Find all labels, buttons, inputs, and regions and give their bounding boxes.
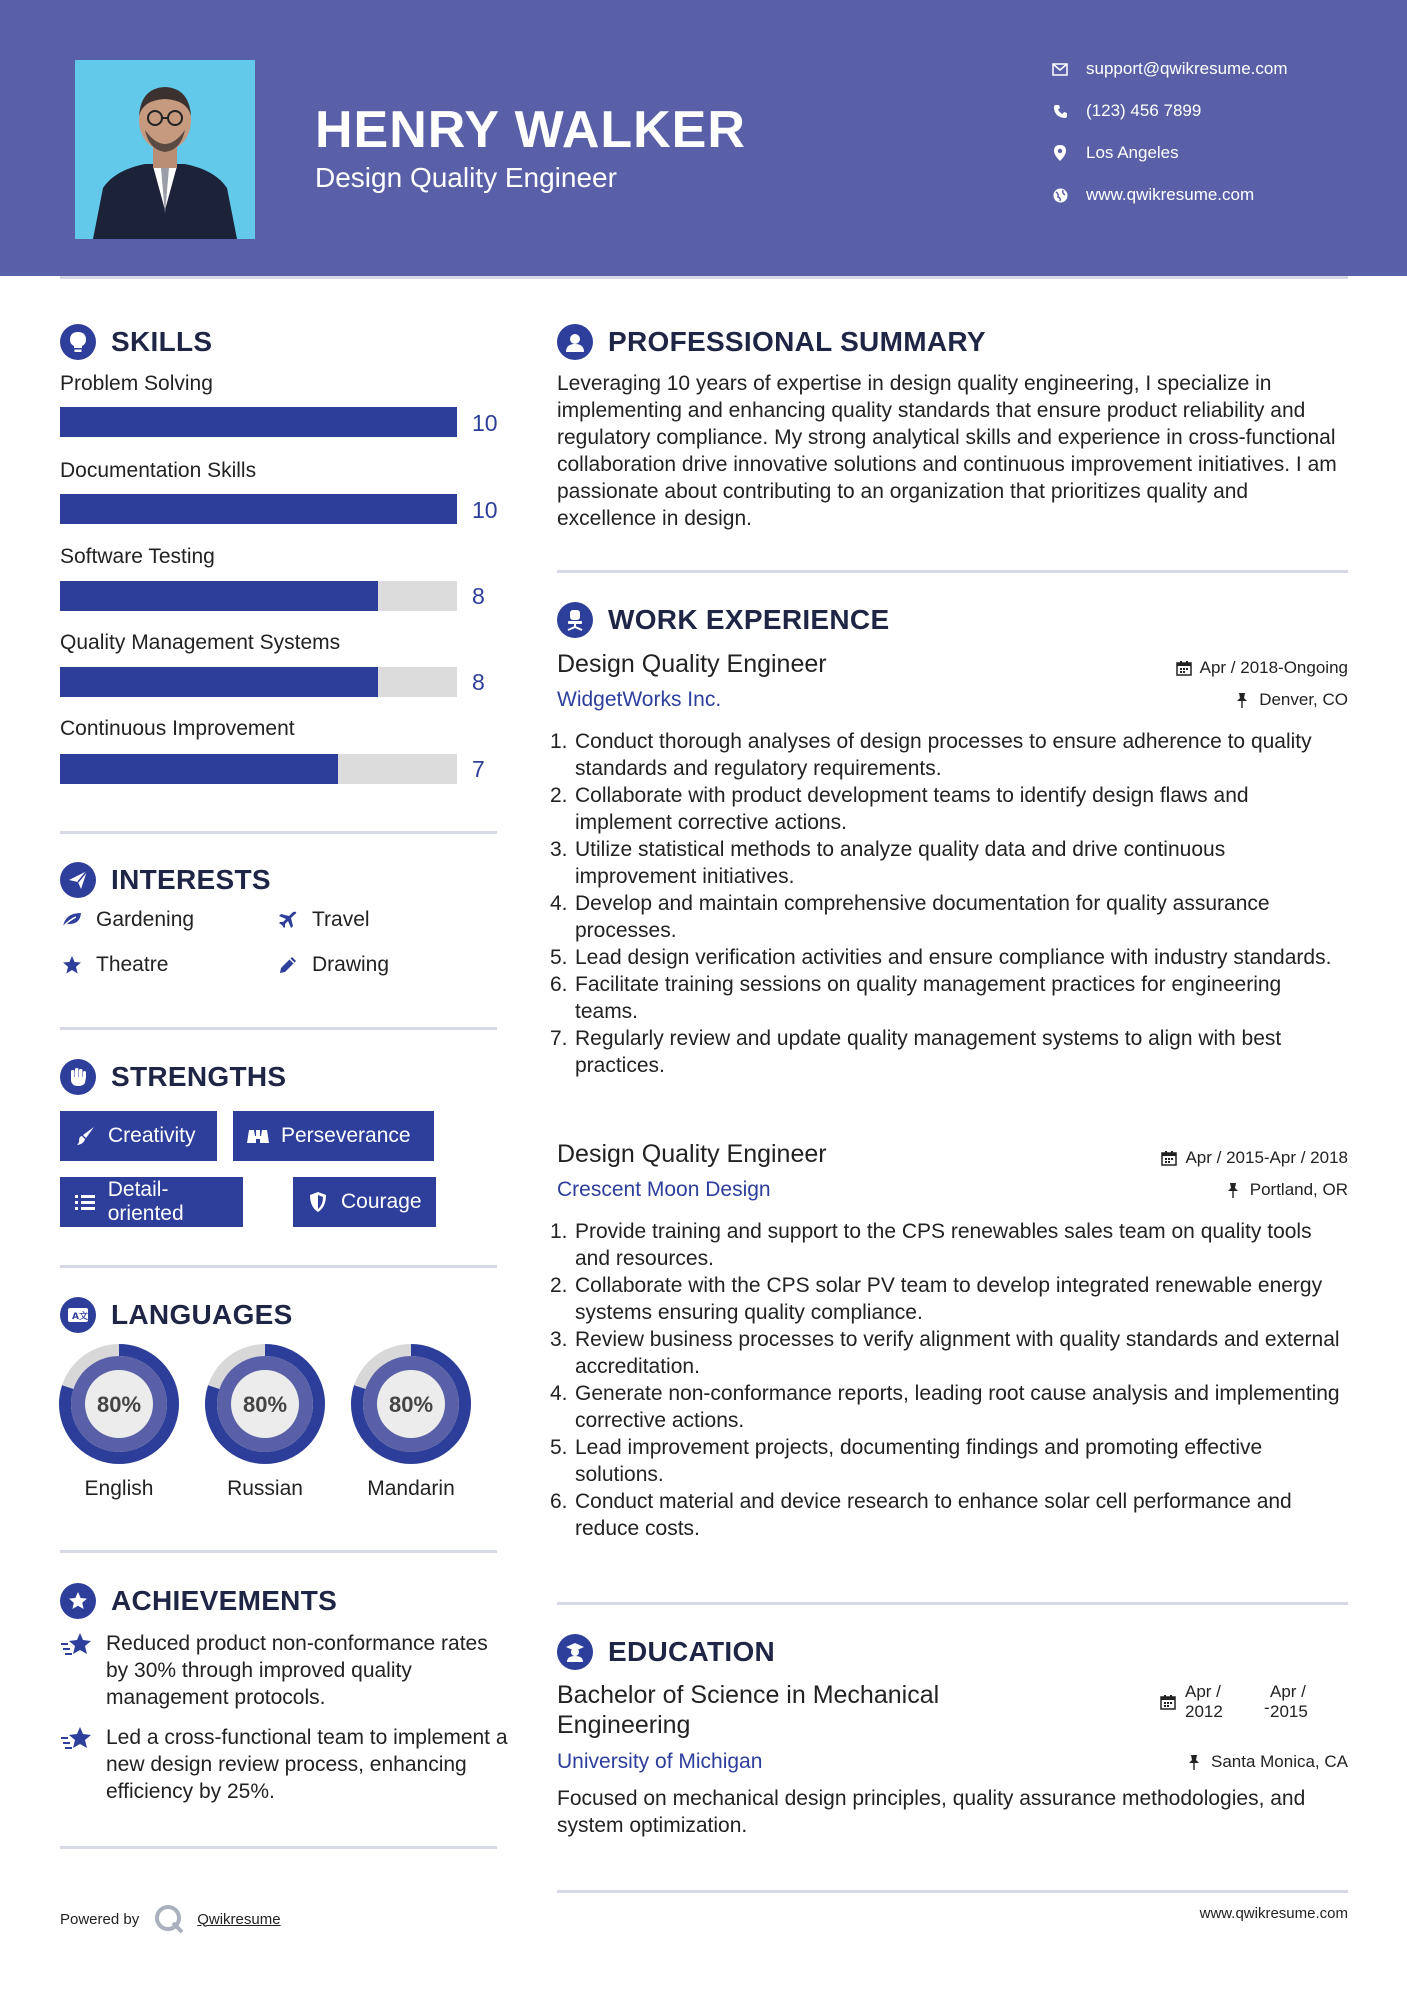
language-percent: 80%: [388, 1392, 434, 1417]
interest-label: Theatre: [96, 953, 169, 976]
strengths-heading: [60, 1059, 286, 1095]
contact-phone-text: (123) 456 7899: [1086, 101, 1202, 120]
responsibility-item: 2. Collaborate with product development teams to identify design flaws and implement corrective actions.: [550, 784, 1249, 834]
language-donut: [204, 1343, 326, 1465]
plane-icon: [276, 908, 300, 932]
section-divider: [60, 1265, 497, 1268]
job-date-text: Apr / 2015-Apr / 2018: [1185, 1148, 1348, 1167]
skill-name: Continuous Improvement: [60, 717, 295, 740]
contact-email[interactable]: [1050, 57, 1288, 81]
education-end-date: Apr / 2015: [1270, 1682, 1308, 1721]
section-divider: [557, 1602, 1348, 1605]
shooting-star-icon: [60, 1724, 96, 1760]
calendar-icon: [1176, 660, 1192, 676]
summary-text: Leveraging 10 years of expertise in design quality engineering, I specialize in implementing and enhancing quality standards that ensure product reliability and regulatory compliance. My strong analytical skills and experience in cross-functional collaboration drive innovative solutions and continuous improvement initiatives. I am passionate about contributing to an organization that prioritizes quality and excellence in design.: [557, 372, 1337, 530]
svg-text:文: 文: [79, 1312, 89, 1322]
interests-title: INTERESTS: [111, 864, 271, 895]
section-divider: [557, 1890, 1348, 1893]
skill-bar: [60, 581, 457, 611]
language-percent: 80%: [242, 1392, 288, 1417]
skill-bar: [60, 407, 457, 437]
responsibility-item: 6. Facilitate training sessions on quality management practices for engineering teams.: [550, 973, 1282, 1023]
job-location: [1226, 1180, 1348, 1200]
education-heading: [557, 1634, 775, 1670]
strength-tag: [60, 1111, 217, 1161]
profile-photo: [75, 60, 255, 239]
strength-label: Courage: [341, 1190, 422, 1213]
responsibility-item: 6. Conduct material and device research to enhance solar cell performance and reduce costs.: [550, 1490, 1292, 1540]
contact-location-text: Los Angeles: [1086, 143, 1179, 162]
contact-email-text: support@qwikresume.com: [1086, 59, 1288, 78]
job-date-text: Apr / 2018-Ongoing: [1199, 658, 1348, 677]
responsibility-item: 3. Review business processes to verify alignment with quality standards and external accreditation.: [550, 1328, 1340, 1378]
skill-bar-fill: [60, 581, 378, 611]
skill-value: 10: [472, 497, 498, 523]
section-divider: [60, 1027, 497, 1030]
responsibility-item: 5. Lead improvement projects, documenting findings and promoting effective solutions.: [550, 1436, 1263, 1486]
education-location: [1187, 1752, 1348, 1772]
responsibility-item: 2. Collaborate with the CPS solar PV team to develop integrated renewable energy systems ensuring quality compliance.: [550, 1274, 1323, 1324]
job-company: WidgetWorks Inc.: [557, 688, 722, 711]
degree-title: Bachelor of Science in Mechanical Engineering: [557, 1681, 940, 1739]
languages-heading: [60, 1297, 293, 1333]
skill-bar-fill: [60, 407, 457, 437]
responsibility-item: 4. Develop and maintain comprehensive documentation for quality assurance processes.: [550, 892, 1270, 942]
job-title: Design Quality Engineer: [557, 1140, 827, 1168]
responsibility-item: 5. Lead design verification activities and ensure compliance with industry standards.: [550, 946, 1332, 969]
qwikresume-link[interactable]: Qwikresume: [197, 1910, 281, 1928]
skill-bar-fill: [60, 667, 378, 697]
interest-item: [60, 908, 194, 932]
globe-icon: [1050, 185, 1070, 205]
envelope-icon: [1050, 59, 1070, 79]
languages-title: LANGUAGES: [111, 1299, 293, 1330]
contact-website-text: www.qwikresume.com: [1086, 185, 1255, 204]
strength-label: Creativity: [108, 1124, 196, 1147]
language-item: [58, 1343, 180, 1501]
qwikresume-logo-icon: [153, 1903, 185, 1935]
strength-tag: [293, 1177, 436, 1227]
calendar-icon: [1160, 1694, 1176, 1715]
skill-name: Software Testing: [60, 545, 215, 568]
achievement-item: [60, 1724, 510, 1805]
section-divider: [60, 1846, 497, 1849]
strengths-title: STRENGTHS: [111, 1061, 287, 1092]
paper-plane-icon: [60, 862, 96, 898]
language-item: [204, 1343, 326, 1501]
footer-powered-by: [60, 1903, 281, 1935]
responsibility-item: 1. Provide training and support to the CPS renewables sales team on quality tools and resources.: [550, 1220, 1312, 1270]
summary-heading: [557, 324, 986, 360]
language-donut: [58, 1343, 180, 1465]
skills-heading: [60, 324, 212, 360]
section-divider: [60, 831, 497, 834]
job-title: Design Quality Engineer: [557, 650, 827, 678]
job-date: [1176, 658, 1348, 678]
list-icon: [72, 1189, 98, 1215]
resume-header: [0, 0, 1407, 276]
interest-item: [276, 908, 370, 932]
education-description: Focused on mechanical design principles, quality assurance methodologies, and system optimization.: [557, 1787, 1306, 1837]
responsibility-item: 1. Conduct thorough analyses of design processes to ensure adherence to quality standards and regulatory requirements.: [550, 730, 1312, 780]
user-icon: [557, 324, 593, 360]
phone-icon: [1050, 101, 1070, 121]
pushpin-icon: [1235, 692, 1251, 708]
powered-by-label: Powered by: [60, 1910, 140, 1928]
star-icon: [60, 953, 84, 977]
candidate-title: Design Quality Engineer: [315, 162, 617, 193]
section-divider: [557, 570, 1348, 573]
brush-icon: [72, 1123, 98, 1149]
job-location: [1235, 690, 1348, 710]
skill-name: Problem Solving: [60, 372, 213, 395]
experience-title: WORK EXPERIENCE: [608, 604, 890, 635]
skills-title: SKILLS: [111, 326, 213, 357]
graduate-icon: [557, 1634, 593, 1670]
pushpin-icon: [1187, 1754, 1203, 1770]
job-location-text: Denver, CO: [1259, 690, 1348, 709]
language-name: Mandarin: [367, 1477, 455, 1500]
map-pin-icon: [1050, 143, 1070, 163]
skill-value: 8: [472, 669, 485, 695]
pushpin-icon: [1226, 1182, 1242, 1198]
strength-label: Detail-oriented: [107, 1178, 184, 1225]
skill-value: 8: [472, 583, 485, 609]
skill-bar: [60, 667, 457, 697]
skill-name: Quality Management Systems: [60, 631, 341, 654]
language-name: Russian: [227, 1477, 303, 1500]
footer-website[interactable]: www.qwikresume.com: [1199, 1905, 1348, 1922]
interest-label: Travel: [312, 908, 370, 931]
header-divider: [60, 276, 1348, 279]
job-responsibilities: [550, 728, 1350, 1079]
interest-label: Drawing: [312, 953, 390, 976]
job-location-text: Portland, OR: [1249, 1180, 1348, 1199]
skill-bar-fill: [60, 754, 338, 784]
education-title: EDUCATION: [608, 1636, 776, 1667]
candidate-name: HENRY WALKER: [315, 101, 746, 159]
language-item: [350, 1343, 472, 1501]
strength-tag: [60, 1177, 243, 1227]
contact-phone[interactable]: [1050, 99, 1201, 123]
svg-text:A: A: [72, 1312, 79, 1322]
language-icon: [60, 1297, 96, 1333]
responsibility-item: 7. Regularly review and update quality management systems to align with best practices.: [550, 1027, 1282, 1077]
skill-name: Documentation Skills: [60, 459, 257, 482]
school-name: University of Michigan: [557, 1750, 763, 1773]
job-responsibilities: [550, 1218, 1350, 1542]
achievements-heading: [60, 1583, 337, 1619]
contact-website[interactable]: [1050, 183, 1254, 207]
strength-tag: [233, 1111, 434, 1161]
interest-label: Gardening: [96, 908, 195, 931]
experience-heading: [557, 602, 889, 638]
skill-bar: [60, 754, 457, 784]
achievement-item: [60, 1630, 510, 1711]
job-date: [1161, 1148, 1348, 1168]
achievements-title: ACHIEVEMENTS: [111, 1585, 338, 1616]
responsibility-item: 3. Utilize statistical methods to analyze quality data and drive continuous improvement initiatives.: [550, 838, 1226, 888]
section-divider: [60, 1550, 497, 1553]
leaf-icon: [60, 908, 84, 932]
language-donut: [350, 1343, 472, 1465]
award-star-icon: [60, 1583, 96, 1619]
skill-value: 10: [472, 410, 498, 436]
achievement-text: Led a cross-functional team to implement a new design review process, enhancing efficiency by 25%.: [106, 1726, 508, 1803]
language-percent: 80%: [96, 1392, 142, 1417]
contact-location: [1050, 141, 1179, 165]
skill-bar-fill: [60, 494, 457, 524]
office-chair-icon: [557, 602, 593, 638]
summary-title: PROFESSIONAL SUMMARY: [608, 326, 986, 357]
education-location-text: Santa Monica, CA: [1210, 1752, 1348, 1771]
job-company: Crescent Moon Design: [557, 1178, 771, 1201]
lightbulb-icon: [60, 324, 96, 360]
calendar-icon: [1161, 1150, 1177, 1166]
shooting-star-icon: [60, 1630, 96, 1666]
binoculars-icon: [245, 1123, 271, 1149]
skill-value: 7: [472, 756, 485, 782]
fist-icon: [60, 1059, 96, 1095]
strength-label: Perseverance: [281, 1124, 411, 1147]
achievement-text: Reduced product non-conformance rates by 30% through improved quality management protocols.: [106, 1632, 488, 1709]
language-name: English: [84, 1477, 154, 1500]
date-separator: -: [1264, 1698, 1270, 1717]
skill-bar: [60, 494, 457, 524]
interest-item: [60, 953, 168, 977]
shield-icon: [305, 1189, 331, 1215]
interests-heading: [60, 862, 271, 898]
interest-item: [276, 953, 389, 977]
responsibility-item: 4. Generate non-conformance reports, leading root cause analysis and implementing corrective actions.: [550, 1382, 1340, 1432]
pencil-icon: [276, 953, 300, 977]
education-start-date: Apr / 2012: [1185, 1682, 1223, 1721]
